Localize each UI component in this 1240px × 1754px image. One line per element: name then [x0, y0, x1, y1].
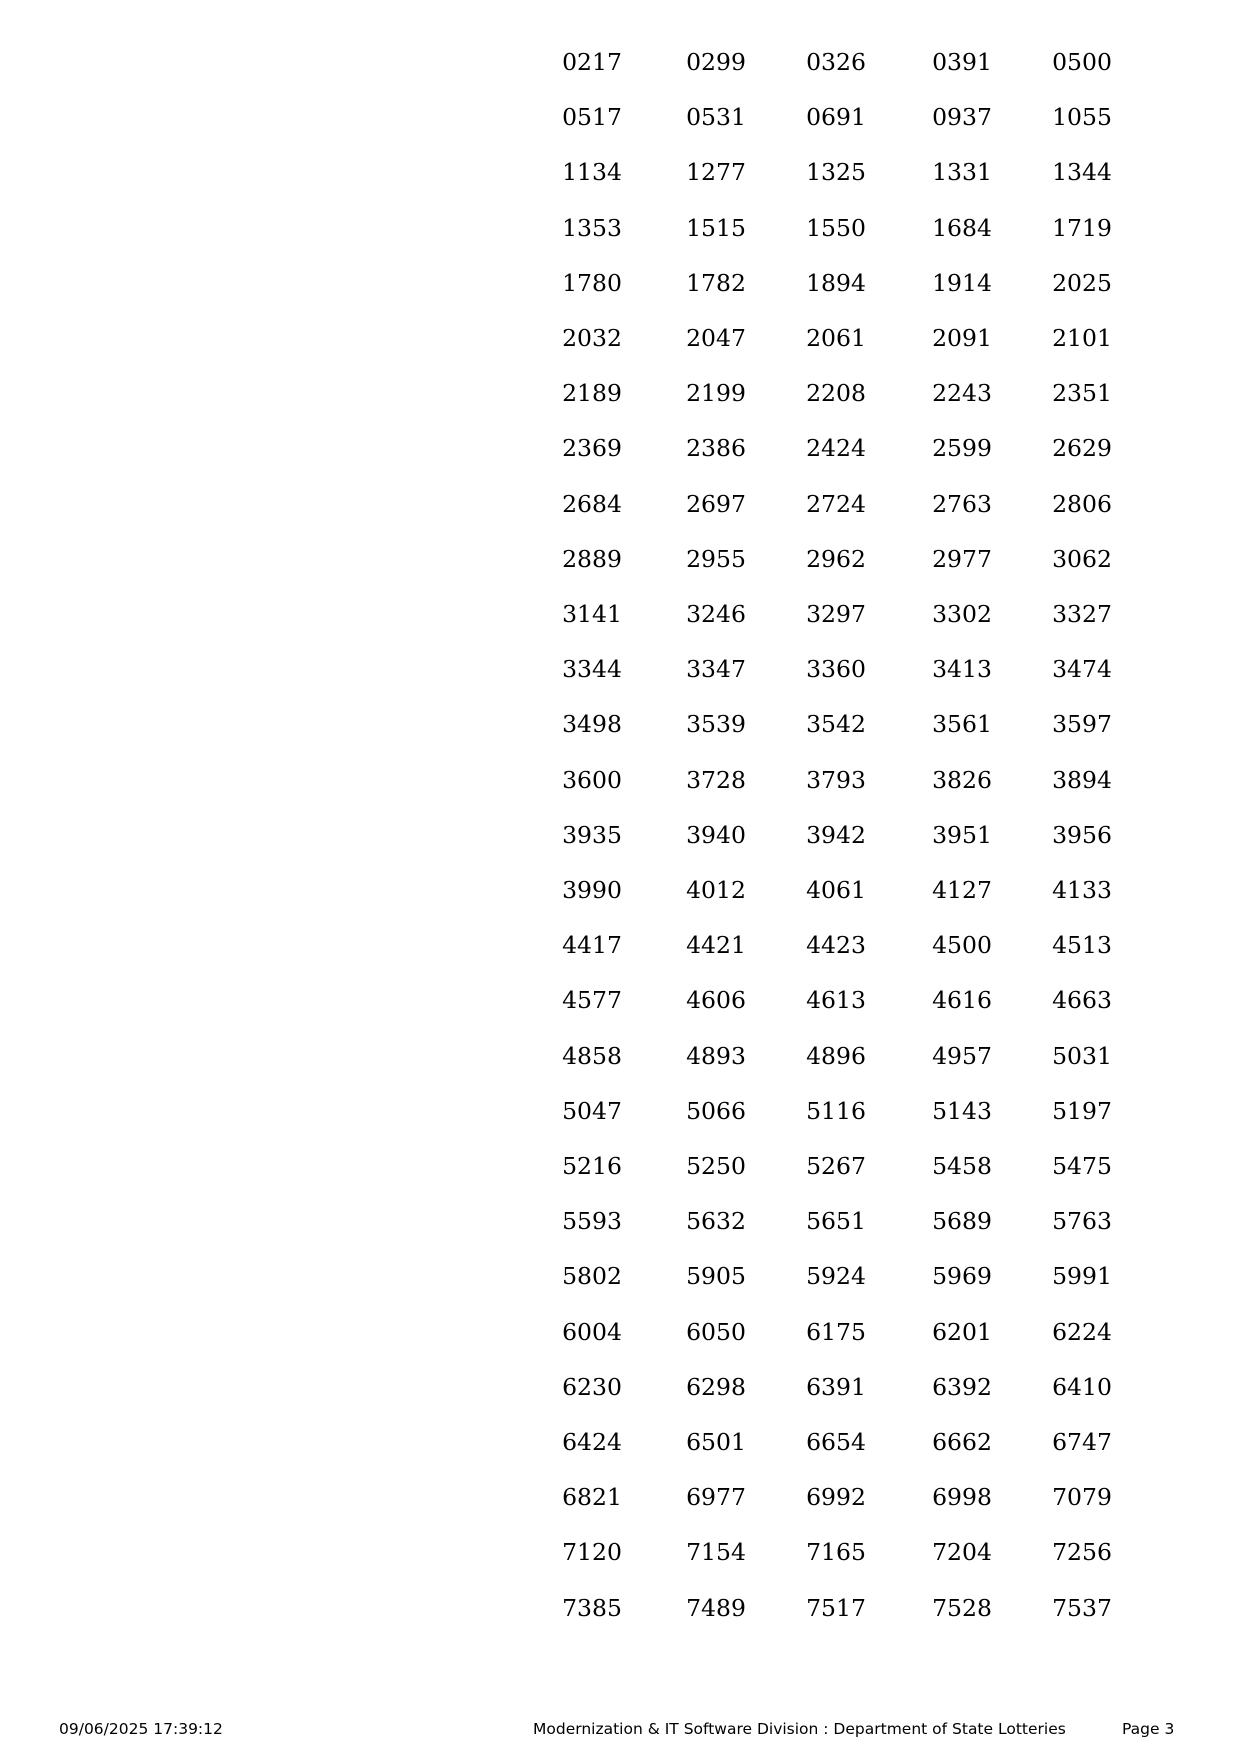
winning-number: 4896: [806, 1041, 866, 1070]
winning-number: 5197: [1052, 1096, 1112, 1125]
number-row: [0, 484, 1240, 524]
number-row: [0, 704, 1240, 744]
winning-number: 6662: [932, 1428, 992, 1456]
winning-number: 3302: [932, 600, 992, 628]
winning-number: 5991: [1052, 1262, 1112, 1291]
winning-number: 6391: [806, 1372, 866, 1401]
winning-number: 3062: [1052, 544, 1112, 573]
winning-number: 6998: [932, 1483, 992, 1512]
winning-number: 6201: [932, 1317, 992, 1346]
winning-number: 3327: [1052, 600, 1112, 628]
winning-number: 3990: [562, 876, 622, 904]
winning-number: 4893: [686, 1041, 746, 1070]
winning-number: 5066: [686, 1096, 746, 1125]
winning-number: 2424: [806, 434, 866, 463]
winning-number: 2025: [1052, 268, 1112, 297]
winning-number: 2955: [686, 544, 746, 573]
winning-number: 7120: [562, 1538, 622, 1567]
winning-number: 4606: [686, 986, 746, 1015]
number-row: [0, 1091, 1240, 1131]
footer-page-number: Page 3: [1122, 1720, 1175, 1738]
winning-number: 2977: [932, 544, 992, 573]
winning-number: 2047: [686, 324, 746, 352]
winning-number: 7489: [686, 1593, 746, 1622]
winning-number: 7256: [1052, 1538, 1112, 1567]
number-row: [0, 594, 1240, 634]
number-row: [0, 42, 1240, 82]
number-row: [0, 152, 1240, 192]
winning-number: 5216: [562, 1152, 622, 1180]
winning-number: 1684: [932, 213, 992, 242]
winning-number: 6050: [686, 1317, 746, 1346]
winning-number: 4613: [806, 986, 866, 1015]
number-row: [0, 815, 1240, 855]
winning-number: 7204: [932, 1538, 992, 1567]
winning-number: 2724: [806, 489, 866, 518]
winning-number: 3956: [1052, 820, 1112, 849]
winning-number: 2962: [806, 544, 866, 573]
footer-division-name: Modernization & IT Software Division : Department of State Lotteries: [533, 1720, 1066, 1738]
winning-number: 3561: [932, 710, 992, 739]
winning-number: 5143: [932, 1096, 992, 1125]
winning-number: 3413: [932, 655, 992, 684]
winning-number: 1914: [932, 268, 992, 297]
winning-number: 6298: [686, 1372, 746, 1401]
winning-number: 7385: [562, 1593, 622, 1622]
winning-number: 5969: [932, 1262, 992, 1291]
winning-number: 4012: [686, 876, 746, 904]
winning-number: 4616: [932, 986, 992, 1015]
winning-number: 2199: [686, 379, 746, 408]
winning-number: 3600: [562, 765, 622, 794]
winning-number: 3347: [686, 655, 746, 684]
winning-number: 5905: [686, 1262, 746, 1291]
winning-number: 6821: [562, 1483, 622, 1512]
winning-number: 3360: [806, 655, 866, 684]
winning-number: 4957: [932, 1041, 992, 1070]
winning-number: 3474: [1052, 655, 1112, 684]
number-row: [0, 318, 1240, 358]
winning-number: 3539: [686, 710, 746, 739]
winning-number: 2629: [1052, 434, 1112, 463]
winning-number: 7079: [1052, 1483, 1112, 1512]
winning-number: 7165: [806, 1538, 866, 1567]
winning-number: 0217: [562, 48, 622, 76]
footer-timestamp: 09/06/2025 17:39:12: [59, 1720, 223, 1738]
winning-number: 1894: [806, 268, 866, 297]
winning-number: 6992: [806, 1483, 866, 1512]
winning-number: 1550: [806, 213, 866, 242]
winning-number: 7537: [1052, 1593, 1112, 1622]
winning-number: 0326: [806, 48, 866, 76]
winning-number: 3894: [1052, 765, 1112, 794]
winning-number: 2697: [686, 489, 746, 518]
winning-number: 3940: [686, 820, 746, 849]
winning-number: 7154: [686, 1538, 746, 1567]
winning-number: 4577: [562, 986, 622, 1015]
number-row: [0, 263, 1240, 303]
winning-number: 3597: [1052, 710, 1112, 739]
winning-number: 3935: [562, 820, 622, 849]
winning-number: 4061: [806, 876, 866, 904]
winning-number: 5116: [806, 1096, 866, 1125]
winning-number: 2351: [1052, 379, 1112, 408]
winning-number: 3297: [806, 600, 866, 628]
winning-number: 0937: [932, 103, 992, 132]
number-row: [0, 1146, 1240, 1186]
number-row: [0, 373, 1240, 413]
number-row: [0, 760, 1240, 800]
winning-number: 6175: [806, 1317, 866, 1346]
winning-number: 0517: [562, 103, 622, 132]
winning-number: 3728: [686, 765, 746, 794]
winning-number: 2889: [562, 544, 622, 573]
winning-number: 3942: [806, 820, 866, 849]
winning-number: 5802: [562, 1262, 622, 1291]
winning-number: 2386: [686, 434, 746, 463]
number-row: [0, 97, 1240, 137]
winning-number: 2243: [932, 379, 992, 408]
winning-number: 2763: [932, 489, 992, 518]
number-row: [0, 1477, 1240, 1517]
winning-number: 7528: [932, 1593, 992, 1622]
winning-number: 0500: [1052, 48, 1112, 76]
winning-number: 0531: [686, 103, 746, 132]
winning-number: 4417: [562, 931, 622, 960]
winning-number: 0691: [806, 103, 866, 132]
winning-number: 4858: [562, 1041, 622, 1070]
winning-number: 4133: [1052, 876, 1112, 904]
number-row: [0, 1532, 1240, 1572]
winning-number: 1719: [1052, 213, 1112, 242]
winning-number: 0391: [932, 48, 992, 76]
number-row: [0, 980, 1240, 1020]
winning-number: 1353: [562, 213, 622, 242]
winning-number: 6747: [1052, 1428, 1112, 1456]
winning-number: 5593: [562, 1207, 622, 1236]
winning-number: 3542: [806, 710, 866, 739]
winning-number: 3793: [806, 765, 866, 794]
winning-number: 5458: [932, 1152, 992, 1180]
winning-number: 5267: [806, 1152, 866, 1180]
winning-number: 1344: [1052, 158, 1112, 187]
winning-number: 2208: [806, 379, 866, 408]
winning-number: 3951: [932, 820, 992, 849]
winning-number: 4421: [686, 931, 746, 960]
winning-number: 6501: [686, 1428, 746, 1456]
winning-number: 4423: [806, 931, 866, 960]
winning-number: 2806: [1052, 489, 1112, 518]
winning-number: 2599: [932, 434, 992, 463]
winning-number: 1515: [686, 213, 746, 242]
winning-number: 4500: [932, 931, 992, 960]
winning-number: 5924: [806, 1262, 866, 1291]
winning-number: 5689: [932, 1207, 992, 1236]
winning-number: 2091: [932, 324, 992, 352]
winning-number: 4127: [932, 876, 992, 904]
winning-number: 1331: [932, 158, 992, 187]
winning-number: 3826: [932, 765, 992, 794]
winning-number: 5651: [806, 1207, 866, 1236]
winning-number: 7517: [806, 1593, 866, 1622]
winning-number: 6230: [562, 1372, 622, 1401]
winning-number: 2369: [562, 434, 622, 463]
number-row: [0, 1422, 1240, 1462]
winning-number: 5475: [1052, 1152, 1112, 1180]
number-row: [0, 1036, 1240, 1076]
winning-number: 6392: [932, 1372, 992, 1401]
winning-number: 4663: [1052, 986, 1112, 1015]
winning-number: 6654: [806, 1428, 866, 1456]
winning-number: 3141: [562, 600, 622, 628]
winning-number: 6424: [562, 1428, 622, 1456]
winning-number: 5047: [562, 1096, 622, 1125]
number-row: [0, 870, 1240, 910]
winning-number: 1325: [806, 158, 866, 187]
winning-number: 5250: [686, 1152, 746, 1180]
number-row: [0, 208, 1240, 248]
winning-number: 2684: [562, 489, 622, 518]
winning-number: 6977: [686, 1483, 746, 1512]
winning-number: 0299: [686, 48, 746, 76]
number-row: [0, 925, 1240, 965]
winning-number: 4513: [1052, 931, 1112, 960]
number-row: [0, 1588, 1240, 1628]
winning-number: 5031: [1052, 1041, 1112, 1070]
number-row: [0, 1312, 1240, 1352]
winning-number: 1134: [562, 158, 622, 187]
number-row: [0, 649, 1240, 689]
winning-number: 6224: [1052, 1317, 1112, 1346]
winning-number: 3344: [562, 655, 622, 684]
winning-number: 5632: [686, 1207, 746, 1236]
winning-number: 6410: [1052, 1372, 1112, 1401]
winning-number: 2189: [562, 379, 622, 408]
number-row: [0, 1201, 1240, 1241]
number-row: [0, 1367, 1240, 1407]
winning-number: 5763: [1052, 1207, 1112, 1236]
number-row: [0, 539, 1240, 579]
number-row: [0, 1256, 1240, 1296]
number-row: [0, 428, 1240, 468]
winning-number: 1780: [562, 268, 622, 297]
winning-number: 1055: [1052, 103, 1112, 132]
winning-number: 2061: [806, 324, 866, 352]
winning-number: 2032: [562, 324, 622, 352]
winning-number: 6004: [562, 1317, 622, 1346]
winning-number: 3498: [562, 710, 622, 739]
winning-number: 2101: [1052, 324, 1112, 352]
winning-number: 1277: [686, 158, 746, 187]
winning-number: 3246: [686, 600, 746, 628]
winning-number: 1782: [686, 268, 746, 297]
